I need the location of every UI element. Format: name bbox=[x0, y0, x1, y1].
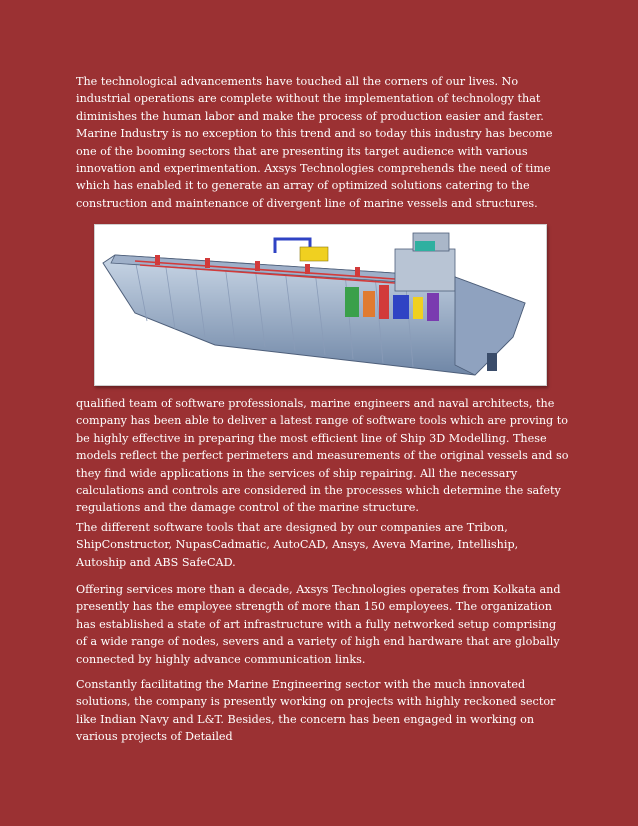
paragraph-company-profile: Offering services more than a decade, Axsys Technologies operates from Kolkata and presently has the employee strength of more than 150 employees. The organization has established a state of art infrastructure with a fully networked setup comprising of a wide range of nodes, severs and a variety of high end hardware that are globally connected by highly advance communication links. bbox=[76, 583, 561, 666]
ship-3d-model-image bbox=[94, 224, 547, 386]
ship-3d-model-illustration bbox=[95, 225, 546, 385]
paragraph-team: qualified team of software professionals, marine engineers and naval architects, the company has been able to deliver a latest range of software tools which are proving to be highly effective in preparing the most efficient line of Ship 3D Modelling. These models reflect the perfect perimeters and measurements of the original vessels and so they find wide applications in the services of ship repairing. All the necessary calculations and controls are considered in the processes which determine the safety regulations and the damage control of the marine structure. bbox=[76, 397, 569, 515]
paragraph-projects: Constantly facilitating the Marine Engineering sector with the much innovated solutions, the company is presently working on projects with highly reckoned sector like Indian Navy and L&T. Besides, the concern has been engaged in working on various projects of Detailed bbox=[76, 678, 556, 744]
paragraph-software-tools: The different software tools that are designed by our companies are Tribon, ShipConstructor, NupasCadmatic, AutoCAD, Ansys, Aveva Marine, Intelliship, Autoship and ABS SafeCAD. bbox=[76, 521, 519, 569]
paragraph-intro: The technological advancements have touched all the corners of our lives. No industrial operations are complete without the implementation of technology that diminishes the human labor and make the process of production easier and faster. Marine Industry is no exception to this trend and so today this industry has become one of the booming sectors that are presenting its target audience with various innovation and experimentation. Axsys Technologies comprehends the need of time which has enabled it to generate an array of optimized solutions catering to the construction and maintenance of divergent line of marine vessels and structures. bbox=[76, 75, 553, 210]
